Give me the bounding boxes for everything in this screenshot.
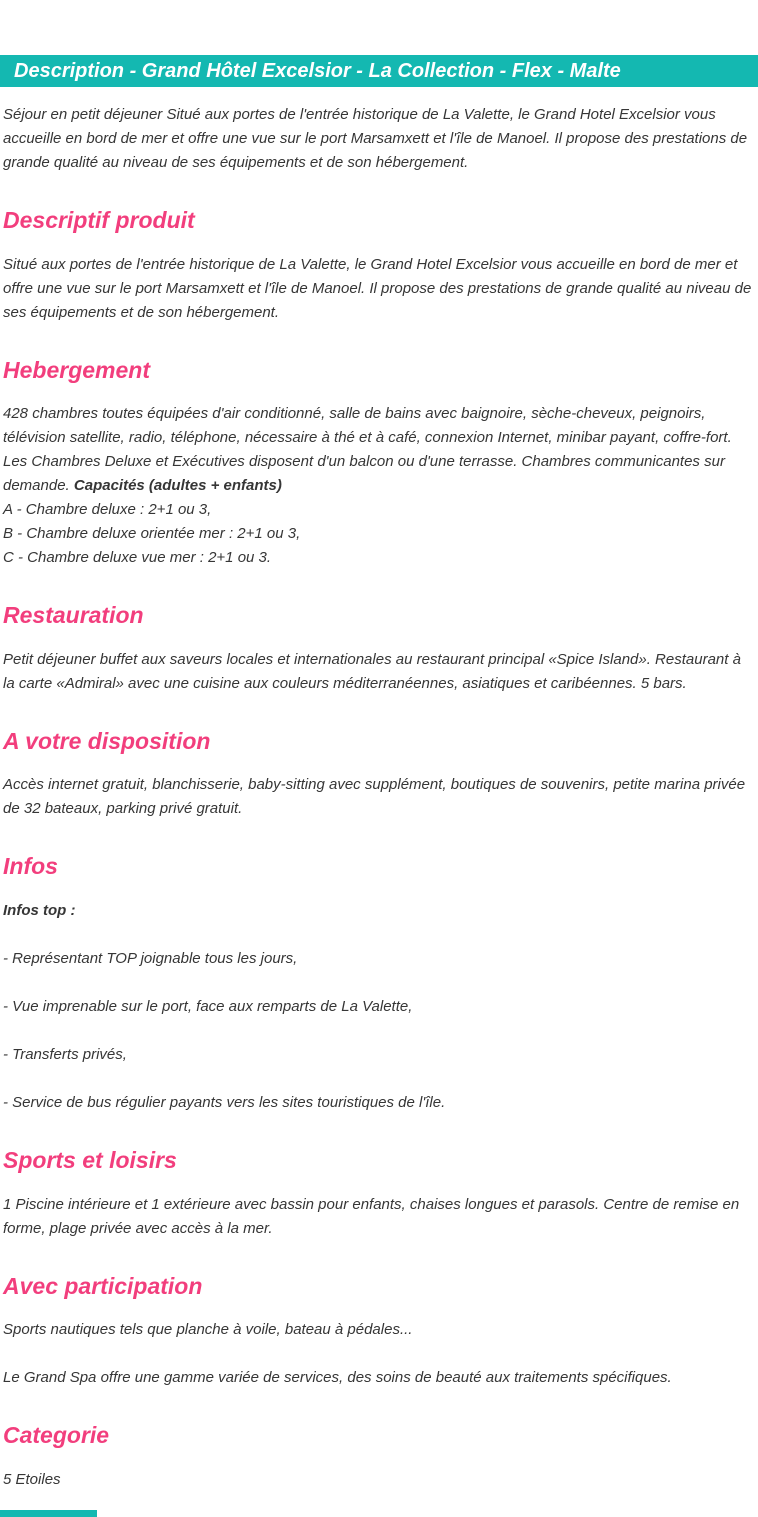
section-heading-hebergement: Hebergement <box>3 356 150 383</box>
section-heading-participation: Avec participation <box>3 1272 203 1299</box>
section-heading-sports: Sports et loisirs <box>3 1146 177 1173</box>
section-categorie <box>3 1422 752 1492</box>
room-line-c: C - Chambre deluxe vue mer : 2+1 ou 3. <box>3 549 272 567</box>
section-descriptif-produit <box>3 207 752 325</box>
page-title: Description - Grand Hôtel Excelsior - La Collection - Flex - Malte <box>14 59 621 82</box>
descriptif-paragraph: Situé aux portes de l'entrée historique de La Valette, le Grand Hotel Excelsior vous accueille en bord de mer et offre une vue sur le port Marsamxett et l'île de Manoel. Il propose des prestations de grande qualité au niveau de ses équipements et de son hébergement. <box>3 255 752 321</box>
info-item-representant: - Représentant TOP joignable tous les jours, <box>3 949 298 967</box>
hebergement-capacites-label: Capacités (adultes + enfants) <box>73 477 282 495</box>
document-body <box>0 87 758 1492</box>
intro-paragraph: Séjour en petit déjeuner Situé aux portes de l'entrée historique de La Valette, le Grand Hotel Excelsior vous accueille en bord de mer et offre une vue sur le port Marsamxett et l'île de Manoel. Il propose des prestations de grande qualité au niveau de ses équipements et de son hébergement. <box>3 106 748 171</box>
section-sports-et-loisirs <box>3 1147 752 1241</box>
section-heading-disposition: A votre disposition <box>3 727 211 754</box>
hebergement-paragraph <box>3 402 752 498</box>
section-heading-categorie: Categorie <box>3 1422 110 1449</box>
section-heading-descriptif: Descriptif produit <box>3 207 195 233</box>
disposition-paragraph: Accès internet gratuit, blanchisserie, baby-sitting avec supplément, boutiques de souvenirs, petite marina privée de 32 bateaux, parking privé gratuit. <box>3 776 746 818</box>
sports-paragraph: 1 Piscine intérieure et 1 extérieure avec bassin pour enfants, chaises longues et parasols. Centre de remise en forme, plage privée avec accès à la mer. <box>3 1195 740 1237</box>
infos-top-label: Infos top : <box>3 901 76 919</box>
section-avec-participation <box>3 1273 752 1391</box>
restauration-paragraph: Petit déjeuner buffet aux saveurs locales et internationales au restaurant principal «Spice Island». Restaurant à la carte «Admiral» avec une cuisine aux couleurs méditerranéennes, asiatiques et caribéennes. 5 bars. <box>3 650 741 692</box>
section-restauration <box>3 602 752 696</box>
section-hebergement <box>3 357 752 571</box>
categorie-paragraph: 5 Etoiles <box>3 1470 61 1488</box>
section-heading-infos: Infos <box>3 853 58 880</box>
info-item-bus: - Service de bus régulier payants vers les sites touristiques de l'île. <box>3 1093 446 1111</box>
info-item-transferts: - Transferts privés, <box>3 1045 127 1063</box>
info-item-vue: - Vue imprenable sur le port, face aux remparts de La Valette, <box>3 997 413 1015</box>
participation-paragraph-nautiques: Sports nautiques tels que planche à voile, bateau à pédales... <box>3 1321 413 1339</box>
next-header-bar-partial <box>0 1510 97 1517</box>
page-header-bar <box>0 55 758 87</box>
room-line-a: A - Chambre deluxe : 2+1 ou 3, <box>3 501 212 519</box>
hebergement-text: 428 chambres toutes équipées d'air conditionné, salle de bains avec baignoire, sèche-cheveux, peignoirs, télévision satellite, radio, téléphone, nécessaire à thé et à café, connexion Internet, minibar payant, coffre-fort. Les Chambres Deluxe et Exécutives disposent d'un balcon ou d'une terrasse. Chambres communicantes sur demande. <box>3 405 732 495</box>
section-infos <box>3 853 752 1115</box>
hebergement-room-lines <box>3 498 752 570</box>
section-a-votre-disposition <box>3 728 752 822</box>
section-heading-restauration: Restauration <box>3 602 144 629</box>
room-line-b: B - Chambre deluxe orientée mer : 2+1 ou 3, <box>3 525 301 543</box>
participation-paragraph-spa: Le Grand Spa offre une gamme variée de services, des soins de beauté aux traitements spécifiques. <box>3 1369 672 1387</box>
